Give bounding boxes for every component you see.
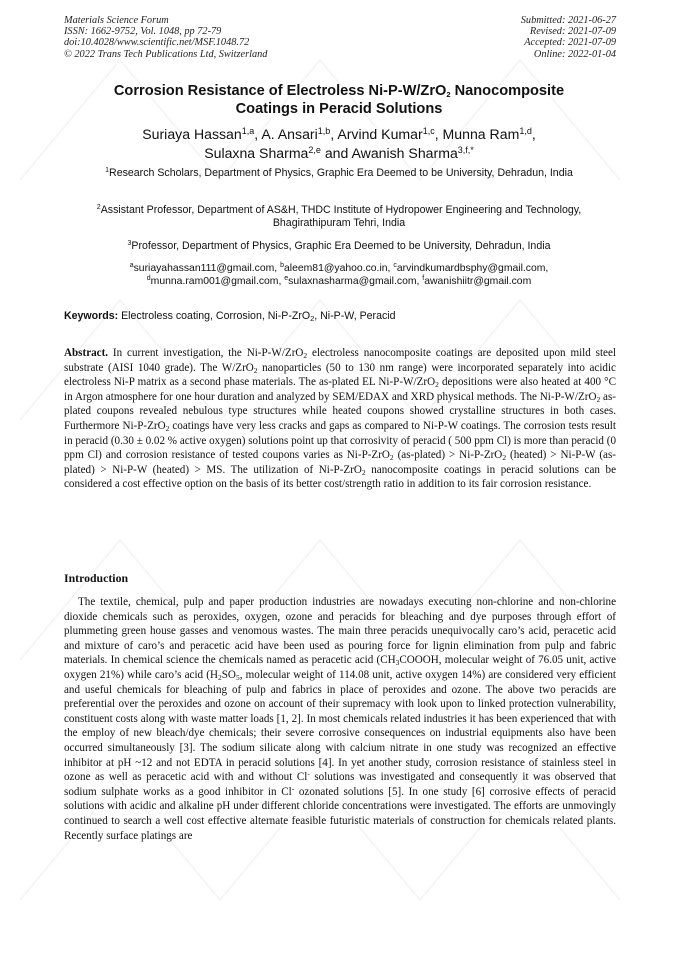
affiliation-1: $^1$Research Scholars, Department of Physics, Graphic Era Deemed to be University, Dehradun, India	[105, 167, 573, 179]
text-run: 2	[435, 380, 439, 390]
email-link[interactable]: aleem81@yahoo.co.in	[283, 263, 388, 274]
author: Awanish Sharma	[351, 144, 458, 161]
date-online: Online: 2022-01-04	[533, 48, 616, 60]
text-run: , molecular weight of 114.08 unit, active oxygen 14%) are considered very efficient and useful chemicals for bleaching of pulp and fabrics in place of peroxides and ozone. The above two peracids are preferential over the peroxides and ozone on account of their supremacy with look upon to linked protection vulnerability, constituent costs along with waste matter loads [1, 2]. In most chemicals related industries it has been experienced that with the employ of new bleach/dye chemicals; their severe corrosive consequences on industrial equipments also have been occurred simultaneously [3]. The sodium silicate along with calcium nitrate in one study was recognized an effective inhibitor at pH ~12 and not EDTA in peracid solutions [4]. In yet another study, corrosion resistance of stainless steel in ozone as well as peracetic acid with and without Cl	[64, 668, 617, 784]
journal-header-left	[64, 15, 267, 60]
author: A. Ansari	[261, 126, 318, 142]
text-run: 2	[303, 351, 308, 360]
text-run: ozonated solutions [5]. In one study [6] corrosive effects of peracid solutions with acidic and alkaline pH under different chloride concentrations were investigated. The efforts are unmovingly continued to search a well cost effective alternate feasible futuristic materials of construction for chemicals related plants. Recently surface platings are	[64, 785, 616, 842]
paper-title: Corrosion Resistance of Electroless Ni-P-W/ZrO$_2$ Nanocomposite Coatings in Peracid Solutions	[113, 83, 565, 117]
email-link[interactable]: arvindkumardbsphy@gmail.com	[396, 263, 546, 274]
abstract-label: Abstract.	[64, 347, 109, 359]
text-run: In current investigation, the Ni-P-W/ZrO	[108, 347, 304, 359]
journal-copyright: © 2022 Trans Tech Publications Ltd, Switzerland	[64, 48, 268, 60]
journal-header-right	[521, 15, 616, 60]
text-run: 2	[253, 365, 258, 375]
text-run: depositions were also heated at 400 °C in Argon atmosphere for one hour duration and analyzed by SEM/EDAX and XRD physical methods. The Ni-P-W/ZrO	[64, 376, 616, 403]
text-run: 2	[502, 453, 507, 463]
introduction-body	[64, 595, 616, 843]
keywords: Keywords: Electroless coating, Corrosion, Ni-P-ZrO$_2$, Ni-P-W, Peracid	[64, 310, 396, 323]
text-run: 2	[596, 394, 601, 404]
date-revised: Revised: 2021-07-09	[529, 26, 616, 38]
text-run: nanocomposite coatings in peracid solutions can be considered a cost effective option on the basis of its better cost/strength ratio in addition to its fair corrosion resistance.	[64, 463, 616, 491]
journal-name: Materials Science Forum	[64, 15, 169, 26]
email-link[interactable]: awanishiitr@gmail.com	[424, 276, 532, 288]
text-run: 2	[361, 467, 366, 477]
date-submitted: Submitted: 2021-06-27	[520, 15, 616, 26]
journal-doi: doi:10.4028/www.scientific.net/MSF.1048.72	[64, 37, 250, 49]
abstract	[64, 346, 616, 492]
introduction-heading: Introduction	[64, 571, 129, 585]
text-run: as-plated coupons revealed nebulous type structures while heated coupons showed crystalline structures in both cases. Furthermore Ni-P-ZrO	[64, 390, 616, 432]
date-accepted: Accepted: 2021-07-09	[524, 37, 616, 49]
text-run: -	[291, 783, 295, 793]
text-run: The textile, chemical, pulp and paper production industries are nowadays executing non-chlorine and non-chlorine dioxide chemicals such as peroxides, oxygen, ozone and peracids for bleaching and dye purposes through effort of plummeting green house gasses and venomous wastes. The main three peracids unequivocally caro’s acid, peracetic acid and mixture of caro’s and peracetic acid have been used as pouring force for lignin elimination from pulp and fabric materials. In chemical science the chemicals named as peracetic acid (CH	[64, 596, 616, 667]
author: Suriaya Hassan	[142, 126, 242, 142]
text-run: 2	[165, 423, 170, 433]
text-run: -	[307, 769, 310, 779]
email-link[interactable]: sulaxnasharma@gmail.com	[288, 276, 417, 288]
abstract-body	[64, 347, 616, 490]
text-run: nanoparticles (50 to 130 nm range) were incorporated separately into acidic electroless Ni-P matrix as a second phase materials. The as-plated EL Ni-P-W/ZrO	[64, 361, 616, 389]
email-link[interactable]: munna.ram001@gmail.com	[150, 276, 279, 288]
text-run: 5	[235, 672, 240, 682]
text-run: COOOH, molecular weight of 76.05 unit, active oxygen 21%) while caro’s acid (H	[64, 654, 616, 681]
author-list: Suriaya Hassan$^{1,a}$, A. Ansari$^{1,b}$, Arvind Kumar$^{1,c}$, Munna Ram$^{1,d}$, Sulaxna Sharma$^{2,e}$ and Awanish Sharma$^{3,f,*}$	[142, 126, 536, 161]
affiliation-2: $^2$Assistant Professor, Department of AS&H, THDC Institute of Hydropower Engineering and Technology, Bhagirathipuram Tehri, India	[96, 204, 582, 230]
author: Sulaxna Sharma	[204, 144, 309, 161]
text-run: electroless nanocomposite coatings are deposited upon mild steel substrate (AISI 1040 grade). The W/ZrO	[64, 347, 616, 374]
email-link[interactable]: suriayahassan111@gmail.com	[133, 263, 275, 274]
text-run: coatings have very less cracks and gaps as compared to Ni-P-W coatings. The corrosion tests result in peracid (0.30 ± 0.02 % active oxygen) solutions point up that corrosivity of peracid ( 500 ppm Cl) is more than peracid (0 ppm Cl) and corrosion resistance of tested coupons varies as Ni-P-ZrO	[64, 419, 616, 462]
author-emails: $^a$suriayahassan111@gmail.com, $^b$aleem81@yahoo.co.in, $^c$arvindkumardbsphy@gmail.com, $^d$munna.ram001@gmail.com, $^e$sulaxnasharma@gmail.com, $^f$awanishiitr@gmail.com	[129, 262, 549, 288]
text-run: (as-plated) > Ni-P-ZrO	[393, 449, 503, 462]
text-run: 2	[218, 672, 222, 682]
journal-issn: ISSN: 1662-9752, Vol. 1048, pp 72-79	[64, 26, 222, 38]
keywords-label: Keywords:	[64, 310, 119, 322]
text-run: 2	[389, 453, 394, 463]
text-run: (heated) > Ni-P-W (as-plated) > Ni-P-W (heated) > MS. The utilization of Ni-P-ZrO	[64, 449, 616, 476]
text-run: 3	[395, 658, 400, 668]
affiliation-3: $^3$Professor, Department of Physics, Graphic Era Deemed to be University, Dehradun, India	[127, 240, 551, 252]
author: Munna Ram	[442, 126, 520, 142]
author: Arvind Kumar	[337, 126, 423, 142]
text-run: SO	[221, 668, 236, 681]
text-run: solutions was investigated and consequently it was observed that sodium sulphate works as a good inhibitor in Cl	[64, 771, 617, 798]
